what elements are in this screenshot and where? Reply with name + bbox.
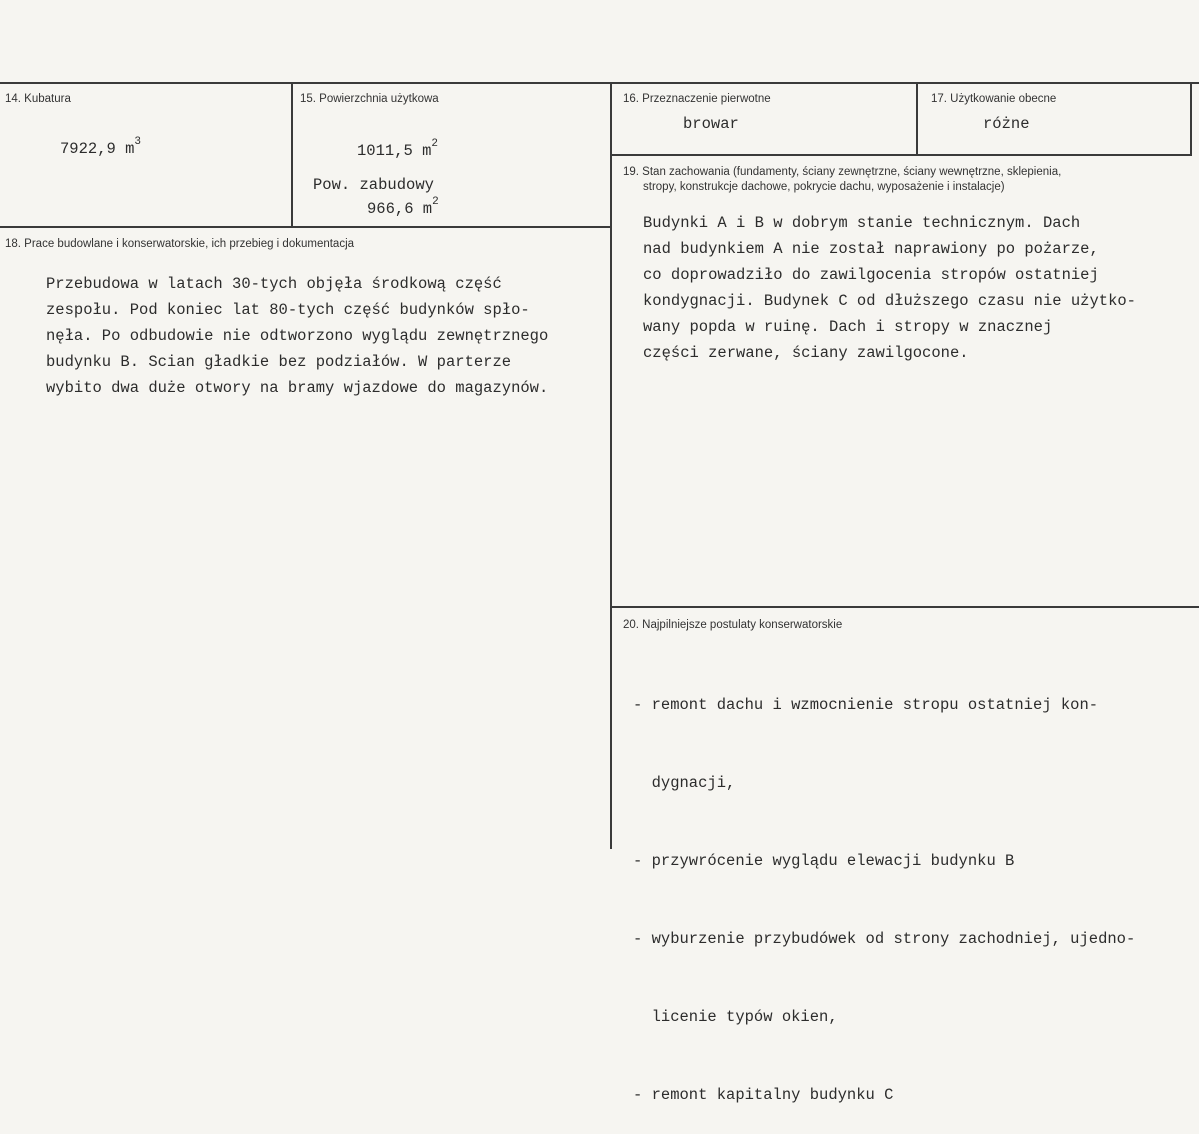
stan-line: Budynki A i B w dobrym stanie technicznym. Dach — [643, 214, 1081, 232]
postulaty-label: 20. Najpilniejsze postulaty konserwatorskie — [623, 619, 843, 631]
powierzchnia-unit-exponent: 2 — [431, 138, 439, 150]
prace-label: 18. Prace budowlane i konserwatorskie, ich przebieg i dokumentacja — [5, 238, 355, 250]
vertical-rule-uzytkowanie — [916, 82, 918, 156]
zabudowy-label: Pow. zabudowy — [313, 176, 434, 194]
prace-line: Przebudowa w latach 30-tych objęła środkową część — [46, 275, 502, 293]
przeznaczenie-label: 16. Przeznaczenie pierwotne — [623, 93, 771, 105]
kubatura-value — [60, 136, 141, 162]
stan-label-line1: 19. Stan zachowania (fundamenty, ściany zewnętrzne, ściany wewnętrzne, sklepienia, — [623, 166, 1062, 178]
stan-text — [643, 210, 1136, 366]
postulaty-line: - remont dachu i wzmocnienie stropu ostatniej kon- — [633, 696, 1099, 714]
postulaty-list — [633, 640, 1135, 1134]
right-row1-horizontal-rule — [612, 154, 1191, 156]
top-horizontal-rule — [0, 82, 1199, 84]
vertical-rule-right-edge — [1190, 82, 1192, 156]
postulaty-line: - remont kapitalny budynku C — [633, 1086, 894, 1104]
stan-line: nad budynkiem A nie został naprawiony po pożarze, — [643, 240, 1099, 258]
stan-line: co doprowadziło do zawilgocenia stropów ostatniej — [643, 266, 1099, 284]
prace-line: wybito dwa duże otwory na bramy wjazdowe do magazynów. — [46, 379, 549, 397]
powierzchnia-value — [357, 138, 438, 164]
right-row3-horizontal-rule — [612, 606, 1199, 608]
postulaty-line: - przywrócenie wyglądu elewacji budynku B — [633, 852, 1015, 870]
prace-text — [46, 271, 548, 401]
uzytkowanie-label: 17. Użytkowanie obecne — [931, 93, 1057, 105]
powierzchnia-label: 15. Powierzchnia użytkowa — [300, 93, 439, 105]
stan-label-line2: stropy, konstrukcje dachowe, pokrycie dachu, wyposażenie i instalacje) — [643, 181, 1005, 193]
kubatura-unit-exponent: 3 — [134, 136, 142, 148]
zabudowy-number: 966,6 m — [367, 200, 433, 218]
prace-line: budynku B. Scian gładkie bez podziałów. W parterze — [46, 353, 512, 371]
kubatura-number: 7922,9 m — [60, 140, 135, 158]
uzytkowanie-value: różne — [983, 115, 1030, 133]
zabudowy-unit-exponent: 2 — [432, 196, 439, 208]
vertical-rule-kubatura — [291, 82, 293, 228]
przeznaczenie-value: browar — [683, 115, 739, 133]
postulaty-line: - wyburzenie przybudówek od strony zachodniej, ujedno- — [633, 930, 1136, 948]
left-lower-horizontal-rule — [0, 226, 612, 228]
powierzchnia-number: 1011,5 m — [357, 142, 432, 160]
vertical-rule-center — [610, 82, 612, 849]
postulaty-line: licenie typów okien, — [633, 1008, 838, 1026]
stan-line: wany popda w ruinę. Dach i stropy w znacznej — [643, 318, 1053, 336]
zabudowy-value — [367, 196, 439, 222]
stan-line: części zerwane, ściany zawilgocone. — [643, 344, 969, 362]
prace-line: nęła. Po odbudowie nie odtworzono wyglądu zewnętrznego — [46, 327, 549, 345]
postulaty-line: dygnacji, — [633, 774, 736, 792]
kubatura-label: 14. Kubatura — [5, 93, 71, 105]
prace-line: zespołu. Pod koniec lat 80-tych część budynków spło- — [46, 301, 530, 319]
stan-line: kondygnacji. Budynek C od dłuższego czasu nie użytko- — [643, 292, 1136, 310]
